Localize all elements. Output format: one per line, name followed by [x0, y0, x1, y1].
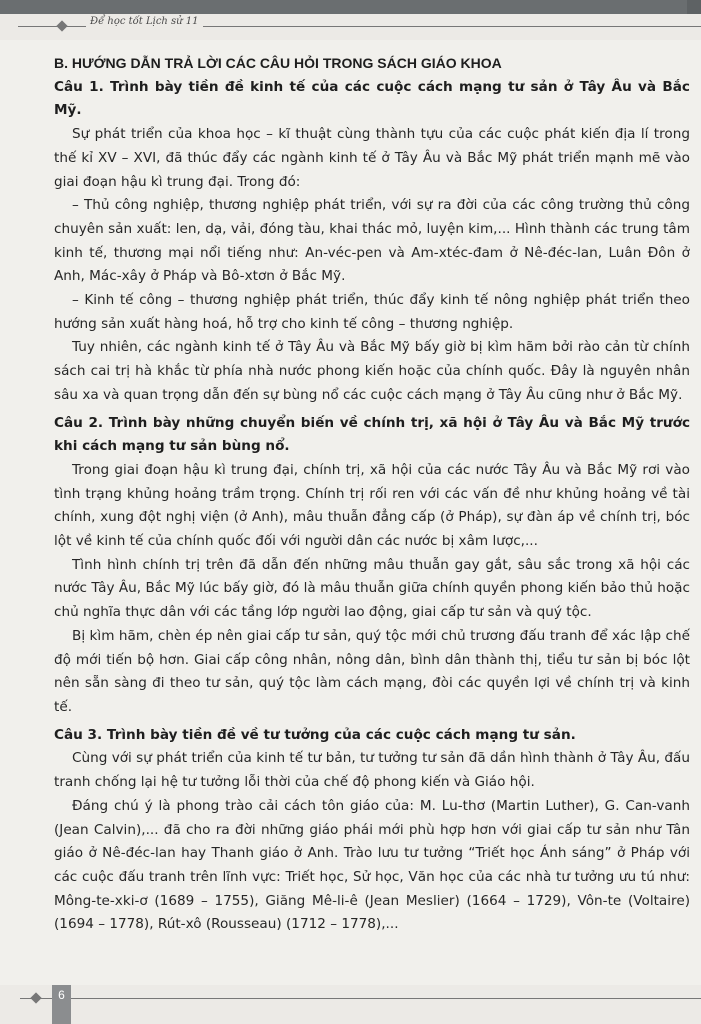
- running-header-title: Để học tốt Lịch sử 11: [86, 16, 203, 27]
- section-title: B. HƯỚNG DẪN TRẢ LỜI CÁC CÂU HỎI TRONG SÁCH GIÁO KHOA: [54, 55, 502, 71]
- question-1-paragraph: – Kinh tế công – thương nghiệp phát triển, thúc đẩy kinh tế nông nghiệp phát triển theo hướng sản xuất hàng hoá, hỗ trợ cho kinh tế công – thương nghiệp.: [54, 292, 690, 332]
- question-2-paragraph: Trong giai đoạn hậu kì trung đại, chính trị, xã hội của các nước Tây Âu và Bắc Mỹ rơi vào tình trạng khủng hoảng trầm trọng. Chính trị rối ren với các vấn đề như khủng hoảng về tài chính, xung đột nghị viện (ở Anh), mâu thuẫn đẳng cấp (ở Pháp), sự đàn áp về chính trị, bóc lột về kinh tế của chính quốc đối với người dân các nước bị xâm lược,...: [54, 461, 690, 550]
- question-2-title: Câu 2. Trình bày những chuyển biến về chính trị, xã hội ở Tây Âu và Bắc Mỹ trước khi cách mạng tư sản bùng nổ.: [54, 414, 690, 455]
- top-bleed-bar: [0, 0, 701, 14]
- footer-rule: [20, 998, 701, 999]
- page-number: 6: [52, 985, 71, 1024]
- question-3-title: Câu 3. Trình bày tiền đề về tư tưởng của các cuộc cách mạng tư sản.: [54, 726, 576, 743]
- question-1-paragraph: Tuy nhiên, các ngành kinh tế ở Tây Âu và Bắc Mỹ bấy giờ bị kìm hãm bởi rào cản từ chính sách cai trị hà khắc từ phía nhà nước phong kiến hoặc của chính quốc. Đây là nguyên nhân sâu xa và quan trọng dẫn đến sự bùng nổ các cuộc cách mạng ở Tây Âu cũng như ở Bắc Mỹ.: [54, 339, 690, 403]
- question-1-title: Câu 1. Trình bày tiền đề kinh tế của các cuộc cách mạng tư sản ở Tây Âu và Bắc Mỹ.: [54, 78, 690, 119]
- question-1-paragraph: – Thủ công nghiệp, thương nghiệp phát triển, với sự ra đời của các công trường thủ công chuyên sản xuất: len, dạ, vải, đóng tàu, khai thác mỏ, luyện kim,... Hình thành các trung tâm kinh tế, thương mại nổi tiếng như: An-véc-pen và Am-xtéc-đam ở Nê-đéc-lan, Luân Đôn ở Anh, Mác-xây ở Pháp và Bô-xtơn ở Bắc Mỹ.: [54, 197, 690, 285]
- page-footer: [0, 985, 701, 1024]
- question-3-paragraph: Cùng với sự phát triển của kinh tế tư bản, tư tưởng tư sản đã dần hình thành ở Tây Âu, đấu tranh chống lại hệ tư tưởng lỗi thời của chế độ phong kiến và Giáo hội.: [54, 750, 690, 791]
- question-2-paragraph: Bị kìm hãm, chèn ép nên giai cấp tư sản, quý tộc mới chủ trương đấu tranh để xác lập chế độ mới tiến bộ hơn. Giai cấp công nhân, nông dân, bình dân thành thị, tiểu tư sản bị bóc lột nên sẵn sàng đi theo tư sản, quý tộc làm cách mạng, đòi các quyền lợi về chính trị và kinh tế.: [54, 627, 690, 715]
- question-1-paragraph: Sự phát triển của khoa học – kĩ thuật cùng thành tựu của các cuộc phát kiến địa lí trong thế kỉ XV – XVI, đã thúc đẩy các ngành kinh tế ở Tây Âu và Bắc Mỹ phát triển mạnh mẽ vào giai đoạn hậu kì trung đại. Trong đó:: [54, 126, 690, 190]
- question-3-paragraph: Đáng chú ý là phong trào cải cách tôn giáo của: M. Lu-thơ (Martin Luther), G. Can-vanh (Jean Calvin),... đã cho ra đời những giáo phái mới phù hợp hơn với giai cấp tư sản như Tân giáo ở Nê-đéc-lan hay Thanh giáo ở Anh. Trào lưu tư tưởng “Triết học Ánh sáng” ở Pháp với các cuộc đấu tranh trên lĩnh vực: Triết học, Sử học, Văn học của các nhà tư tưởng ưu tú như: Mông-te-xki-ơ (1689 – 1755), Giăng Mê-li-ê (Jean Meslier) (1664 – 1729), Vôn-te (Voltaire) (1694 – 1778), Rút-xô (Rousseau) (1712 – 1778),...: [54, 797, 690, 933]
- question-2-paragraph: Tình hình chính trị trên đã dẫn đến những mâu thuẫn gay gắt, sâu sắc trong xã hội các nước Tây Âu, Bắc Mỹ lúc bấy giờ, đó là mâu thuẫn giữa chính quyền phong kiến bảo thủ hoặc chủ nghĩa thực dân với các tầng lớp người lao động, giai cấp tư sản và quý tộc.: [54, 556, 690, 621]
- page-content: [54, 52, 690, 937]
